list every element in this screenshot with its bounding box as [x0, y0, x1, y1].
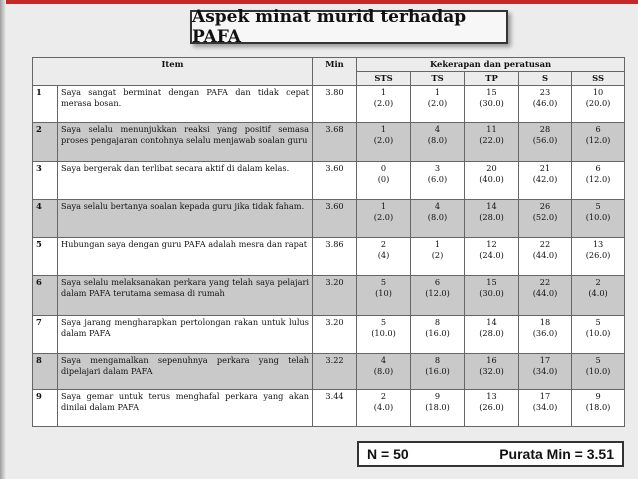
- item-mean: 3.20: [313, 275, 357, 315]
- frequency-percent: (28.0): [479, 327, 504, 338]
- frequency-count: 17: [539, 390, 551, 401]
- row-number: 5: [33, 237, 58, 275]
- frequency-cell: [357, 353, 411, 389]
- frequency-percent: (36.0): [532, 327, 558, 338]
- frequency-count: 20: [486, 162, 497, 173]
- frequency-cell: [465, 85, 519, 122]
- frequency-cell: [411, 315, 465, 353]
- item-statement: Saya mengamalkan sepenuhnya perkara yang telah dipelajari dalam PAFA: [58, 353, 313, 389]
- frequency-percent: (0): [377, 173, 390, 184]
- frequency-cell: [572, 237, 625, 275]
- frequency-percent: (30.0): [479, 97, 504, 108]
- frequency-count: 5: [595, 200, 601, 211]
- frequency-percent: (10.0): [371, 327, 396, 338]
- frequency-percent: (6.0): [427, 173, 448, 184]
- table-row: [33, 353, 625, 389]
- frequency-percent: (32.0): [479, 365, 504, 376]
- frequency-percent: (2.0): [373, 211, 394, 222]
- frequency-count: 13: [592, 238, 604, 249]
- frequency-percent: (18.0): [425, 401, 450, 412]
- frequency-percent: (56.0): [532, 134, 558, 145]
- frequency-count: 6: [434, 276, 441, 287]
- frequency-cell: [572, 85, 625, 122]
- frequency-cell: [411, 161, 465, 199]
- frequency-cell: [411, 237, 465, 275]
- item-mean: 3.22: [313, 353, 357, 389]
- frequency-count: 13: [486, 390, 497, 401]
- header-min: Min: [313, 58, 357, 86]
- frequency-cell: [357, 315, 411, 353]
- frequency-count: 0: [380, 162, 387, 173]
- left-shadow-edge: [0, 0, 6, 479]
- frequency-percent: (42.0): [532, 173, 558, 184]
- frequency-count: 8: [434, 354, 441, 365]
- frequency-percent: (12.0): [585, 173, 611, 184]
- frequency-percent: (26.0): [479, 401, 504, 412]
- frequency-cell: [411, 389, 465, 426]
- top-accent-bar: [0, 0, 638, 4]
- frequency-count: 9: [595, 390, 601, 401]
- slide-title-text: Aspek minat murid terhadap PAFA: [192, 7, 467, 47]
- frequency-cell: [572, 122, 625, 161]
- frequency-percent: (28.0): [479, 211, 504, 222]
- frequency-percent: (30.0): [479, 287, 504, 298]
- frequency-count: 15: [486, 86, 497, 97]
- frequency-count: 22: [539, 238, 551, 249]
- frequency-percent: (44.0): [532, 249, 558, 260]
- scale-ss: SS: [572, 71, 625, 85]
- frequency-cell: [357, 199, 411, 237]
- frequency-count: 8: [434, 316, 441, 327]
- frequency-count: 16: [486, 354, 497, 365]
- frequency-percent: (2.0): [373, 97, 394, 108]
- row-number: 7: [33, 315, 58, 353]
- scale-sts: STS: [357, 71, 411, 85]
- frequency-count: 1: [434, 86, 441, 97]
- frequency-count: 17: [539, 354, 551, 365]
- frequency-count: 3: [434, 162, 441, 173]
- frequency-cell: [465, 389, 519, 426]
- frequency-percent: (12.0): [585, 134, 611, 145]
- scale-s: S: [519, 71, 572, 85]
- frequency-percent: (8.0): [427, 134, 448, 145]
- frequency-count: 2: [380, 390, 387, 401]
- table-row: [33, 122, 625, 161]
- table-row: [33, 389, 625, 426]
- frequency-percent: (40.0): [479, 173, 504, 184]
- frequency-cell: [411, 353, 465, 389]
- frequency-percent: (24.0): [479, 249, 504, 260]
- item-mean: 3.80: [313, 85, 357, 122]
- header-row: [33, 58, 625, 72]
- table-row: [33, 237, 625, 275]
- item-mean: 3.60: [313, 161, 357, 199]
- frequency-percent: (4.0): [373, 401, 394, 412]
- scale-ts: TS: [411, 71, 465, 85]
- item-statement: Hubungan saya dengan guru PAFA adalah mesra dan rapat: [58, 237, 313, 275]
- frequency-count: 14: [486, 316, 497, 327]
- frequency-cell: [519, 389, 572, 426]
- frequency-percent: (10.0): [585, 327, 611, 338]
- frequency-cell: [357, 275, 411, 315]
- frequency-percent: (10.0): [585, 211, 611, 222]
- frequency-cell: [411, 122, 465, 161]
- frequency-percent: (26.0): [585, 249, 611, 260]
- frequency-percent: (46.0): [532, 97, 558, 108]
- item-statement: Saya bergerak dan terlibat secara aktif di dalam kelas.: [58, 161, 313, 199]
- frequency-percent: (34.0): [532, 365, 558, 376]
- row-number: 4: [33, 199, 58, 237]
- frequency-cell: [411, 85, 465, 122]
- frequency-count: 11: [486, 123, 497, 134]
- frequency-count: 4: [434, 123, 441, 134]
- frequency-count: 10: [592, 86, 604, 97]
- frequency-count: 12: [486, 238, 497, 249]
- table-row: [33, 275, 625, 315]
- frequency-cell: [519, 315, 572, 353]
- frequency-cell: [572, 389, 625, 426]
- frequency-percent: (20.0): [585, 97, 611, 108]
- frequency-count: 21: [539, 162, 551, 173]
- item-statement: Saya sangat berminat dengan PAFA dan tidak cepat merasa bosan.: [58, 85, 313, 122]
- frequency-percent: (12.0): [425, 287, 450, 298]
- frequency-cell: [519, 353, 572, 389]
- row-number: 1: [33, 85, 58, 122]
- slide-title: [190, 7, 508, 47]
- item-statement: Saya selalu bertanya soalan kepada guru jika tidak faham.: [58, 199, 313, 237]
- frequency-count: 5: [595, 354, 601, 365]
- item-statement: Saya jarang mengharapkan pertolongan rakan untuk lulus dalam PAFA: [58, 315, 313, 353]
- header-item: Item: [33, 58, 313, 86]
- scale-tp: TP: [465, 71, 519, 85]
- frequency-percent: (2.0): [427, 97, 448, 108]
- sample-size: N = 50: [367, 446, 409, 462]
- frequency-count: 4: [380, 354, 387, 365]
- item-statement: Saya selalu melaksanakan perkara yang telah saya pelajari dalam PAFA terutama semasa di rumah: [58, 275, 313, 315]
- frequency-percent: (2): [431, 249, 444, 260]
- item-mean: 3.68: [313, 122, 357, 161]
- row-number: 8: [33, 353, 58, 389]
- frequency-count: 28: [539, 123, 551, 134]
- frequency-cell: [572, 353, 625, 389]
- frequency-percent: (16.0): [425, 327, 450, 338]
- frequency-percent: (8.0): [427, 211, 448, 222]
- table-row: [33, 161, 625, 199]
- overall-mean: Purata Min = 3.51: [499, 446, 614, 462]
- frequency-count: 6: [595, 162, 601, 173]
- frequency-count: 18: [539, 316, 551, 327]
- frequency-percent: (4.0): [588, 287, 608, 298]
- frequency-percent: (10.0): [585, 365, 611, 376]
- frequency-cell: [519, 161, 572, 199]
- frequency-percent: (18.0): [585, 401, 611, 412]
- summary-box: [357, 441, 624, 467]
- table-row: [33, 85, 625, 122]
- frequency-count: 2: [595, 276, 601, 287]
- frequency-cell: [465, 161, 519, 199]
- frequency-percent: (4): [377, 249, 390, 260]
- item-mean: 3.86: [313, 237, 357, 275]
- frequency-count: 1: [380, 86, 387, 97]
- frequency-cell: [411, 275, 465, 315]
- frequency-cell: [519, 199, 572, 237]
- frequency-percent: (34.0): [532, 401, 558, 412]
- item-statement: Saya gemar untuk terus menghafal perkara yang akan dinilai dalam PAFA: [58, 389, 313, 426]
- frequency-cell: [411, 199, 465, 237]
- frequency-count: 15: [486, 276, 497, 287]
- frequency-percent: (16.0): [425, 365, 450, 376]
- frequency-count: 14: [486, 200, 497, 211]
- frequency-cell: [572, 275, 625, 315]
- frequency-cell: [465, 199, 519, 237]
- table-row: [33, 315, 625, 353]
- table-row: [33, 199, 625, 237]
- frequency-count: 1: [434, 238, 441, 249]
- frequency-percent: (2.0): [373, 134, 394, 145]
- frequency-cell: [465, 315, 519, 353]
- frequency-count: 6: [595, 123, 601, 134]
- frequency-percent: (44.0): [532, 287, 558, 298]
- frequency-percent: (22.0): [479, 134, 504, 145]
- frequency-cell: [357, 85, 411, 122]
- row-number: 2: [33, 122, 58, 161]
- frequency-cell: [519, 237, 572, 275]
- frequency-cell: [357, 161, 411, 199]
- frequency-count: 1: [380, 200, 387, 211]
- frequency-count: 9: [434, 390, 441, 401]
- frequency-cell: [357, 237, 411, 275]
- frequency-count: 5: [380, 276, 387, 287]
- frequency-cell: [357, 122, 411, 161]
- frequency-count: 23: [539, 86, 551, 97]
- row-number: 3: [33, 161, 58, 199]
- interest-table: [32, 57, 625, 427]
- frequency-cell: [572, 161, 625, 199]
- frequency-cell: [519, 85, 572, 122]
- frequency-count: 4: [434, 200, 441, 211]
- frequency-percent: (52.0): [532, 211, 558, 222]
- frequency-cell: [465, 237, 519, 275]
- row-number: 6: [33, 275, 58, 315]
- header-frequency-group: Kekerapan dan peratusan: [357, 58, 625, 72]
- frequency-percent: (8.0): [373, 365, 394, 376]
- frequency-cell: [465, 353, 519, 389]
- frequency-cell: [572, 315, 625, 353]
- frequency-count: 22: [539, 276, 551, 287]
- frequency-cell: [465, 275, 519, 315]
- frequency-count: 1: [380, 123, 387, 134]
- frequency-cell: [519, 275, 572, 315]
- frequency-cell: [465, 122, 519, 161]
- frequency-count: 2: [380, 238, 387, 249]
- item-mean: 3.44: [313, 389, 357, 426]
- frequency-count: 5: [380, 316, 387, 327]
- frequency-count: 5: [595, 316, 601, 327]
- item-statement: Saya selalu menunjukkan reaksi yang positif semasa proses pengajaran contohnya selalu menjawab soalan guru: [58, 122, 313, 161]
- frequency-cell: [519, 122, 572, 161]
- item-mean: 3.20: [313, 315, 357, 353]
- frequency-count: 26: [539, 200, 551, 211]
- row-number: 9: [33, 389, 58, 426]
- frequency-percent: (10): [375, 287, 392, 298]
- item-mean: 3.60: [313, 199, 357, 237]
- frequency-cell: [357, 389, 411, 426]
- frequency-cell: [572, 199, 625, 237]
